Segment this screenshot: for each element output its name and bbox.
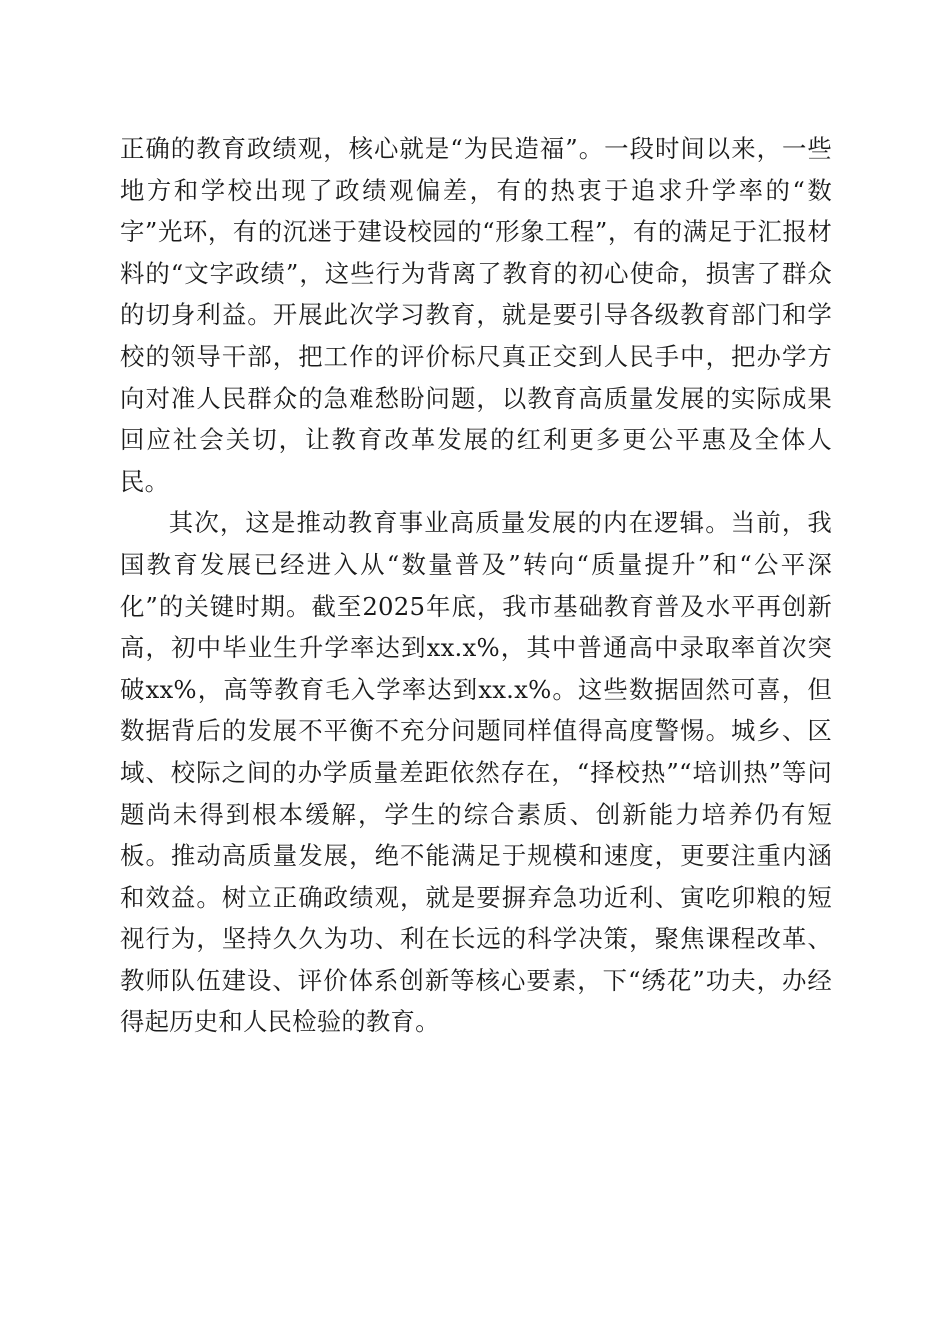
paragraph-second-point: 其次，这是推动教育事业高质量发展的内在逻辑。当前，我国教育发展已经进入从“数量普及”转向“质量提升”和“公平深化”的关键时期。截至2025年底，我市基础教育普及水平再创新高，初中毕业生升学率达到xx.x%，其中普通高中录取率首次突破xx%，高等教育毛入学率达到xx.x%。这些数据固然可喜，但数据背后的发展不平衡不充分问题同样值得高度警惕。城乡、区域、校际之间的办学质量差距依然存在，“择校热”“培训热”等问题尚未得到根本缓解，学生的综合素质、创新能力培养仍有短板。推动高质量发展，绝不能满足于规模和速度，更要注重内涵和效益。树立正确政绩观，就是要摒弃急功近利、寅吃卯粮的短视行为，坚持久久为功、利在长远的科学决策，聚焦课程改革、教师队伍建设、评价体系创新等核心要素，下“绣花”功夫，办经得起历史和人民检验的教育。: [120, 508, 832, 1037]
paragraph-continuation: 正确的教育政绩观，核心就是“为民造福”。一段时间以来，一些地方和学校出现了政绩观偏差，有的热衷于追求升学率的“数字”光环，有的沉迷于建设校园的“形象工程”，有的满足于汇报材料的“文字政绩”，这些行为背离了教育的初心使命，损害了群众的切身利益。开展此次学习教育，就是要引导各级教育部门和学校的领导干部，把工作的评价标尺真正交到人民手中，把办学方向对准人民群众的急难愁盼问题，以教育高质量发展的实际成果回应社会关切，让教育改革发展的红利更多更公平惠及全体人民。: [120, 134, 832, 496]
document-body: [120, 128, 832, 1043]
